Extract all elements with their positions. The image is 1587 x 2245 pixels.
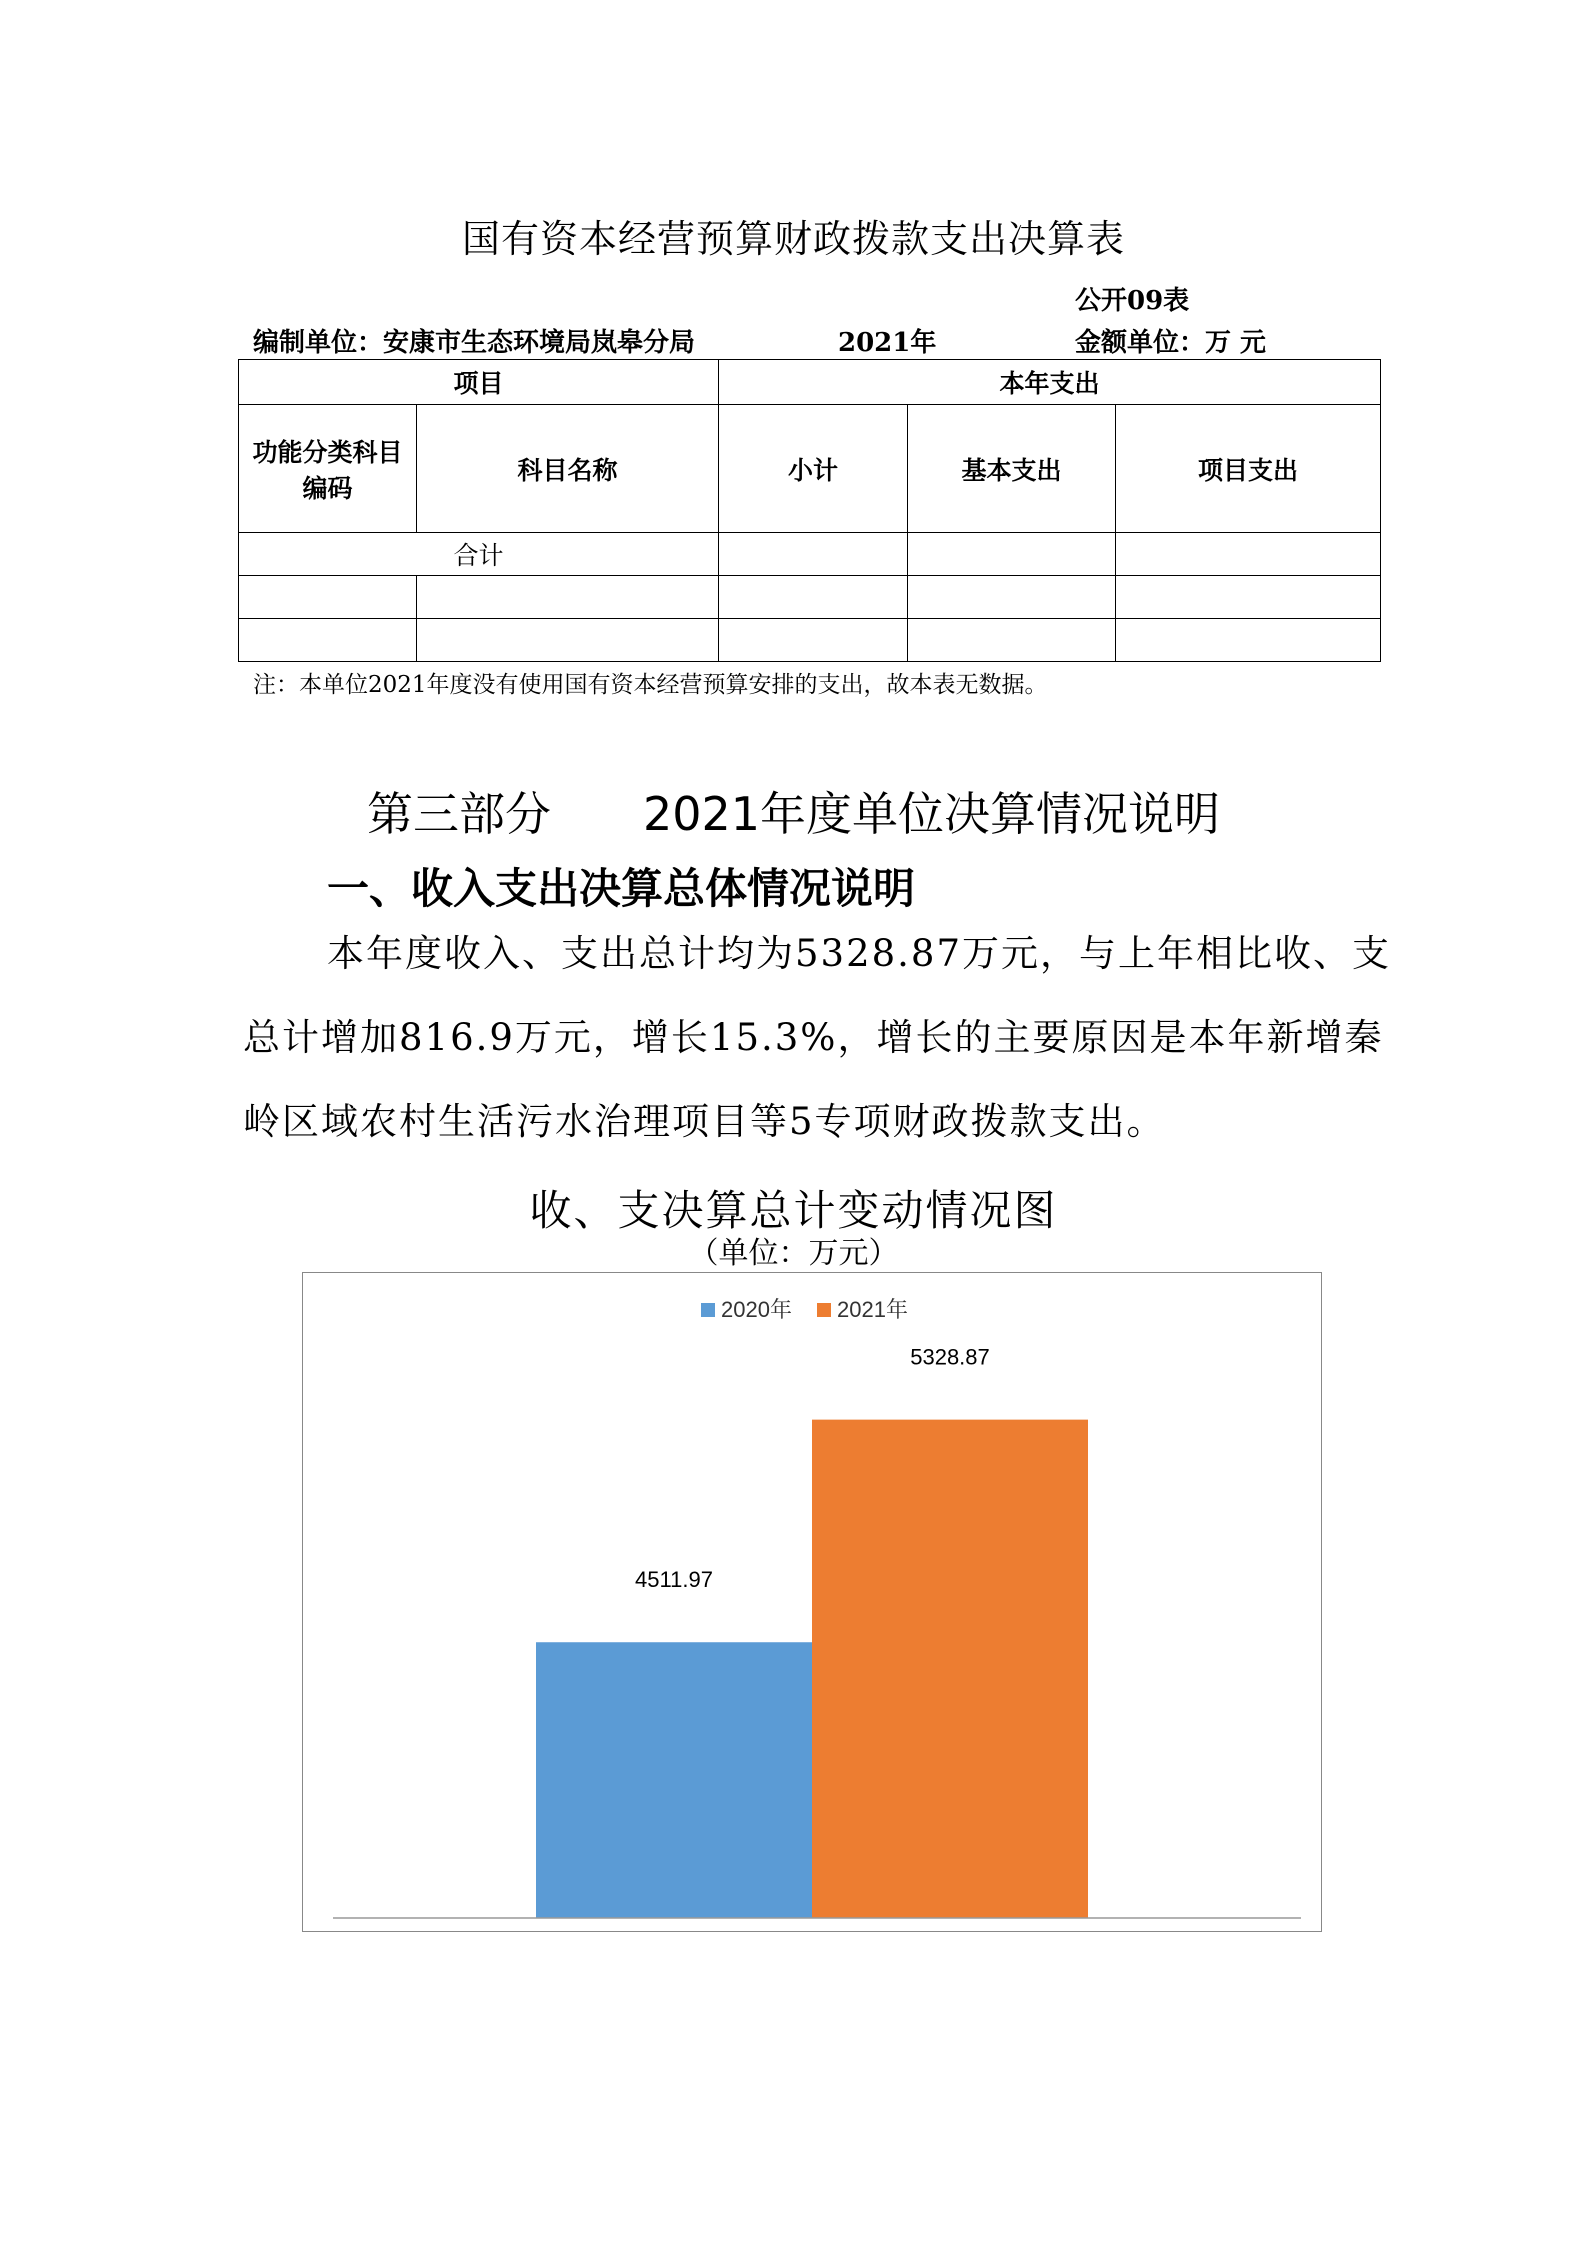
col-basic: 基本支出	[908, 405, 1116, 533]
table-cell	[417, 576, 719, 619]
expenditure-table	[238, 359, 1381, 662]
data-label: 4511.97	[635, 1567, 713, 1593]
table-cell	[719, 576, 908, 619]
legend-swatch	[701, 1303, 715, 1317]
table-cell	[417, 619, 719, 662]
legend-label: 2021年	[837, 1297, 908, 1322]
chart-unit: （单位：万元）	[688, 1236, 899, 1271]
chart-bars	[536, 1345, 1088, 1918]
bar-2020年	[536, 1642, 812, 1918]
table-cell	[908, 619, 1116, 662]
chart-title: 收、支决算总计变动情况图	[529, 1186, 1058, 1235]
legend-swatch	[817, 1303, 831, 1317]
section-title: 一、收入支出决算总体情况说明	[327, 864, 916, 913]
table-cell	[1116, 576, 1381, 619]
table-cell	[908, 576, 1116, 619]
bar-2021年	[812, 1420, 1088, 1918]
part-title: 第三部分 2021年度单位决算情况说明	[366, 787, 1221, 841]
table-row	[239, 533, 1381, 576]
chart-legend	[701, 1297, 908, 1322]
chart-frame	[302, 1272, 1322, 1932]
table-note: 注：本单位2021年度没有使用国有资本经营预算安排的支出，故本表无数据。	[253, 672, 1048, 698]
table-cell	[719, 619, 908, 662]
header-item: 项目	[239, 360, 719, 405]
table-cell	[719, 533, 908, 576]
body-paragraph: 本年度收入、支出总计均为5328.87万元，与上年相比收、支总计增加816.9万元，增长15.3%，增长的主要原因是本年新增秦岭区域农村生活污水治理项目等5专项财政拨款支出。	[243, 932, 1392, 1143]
col-project: 项目支出	[1116, 405, 1381, 533]
table-cell	[239, 619, 417, 662]
col-subtotal: 小计	[719, 405, 908, 533]
legend-label: 2020年	[721, 1297, 792, 1322]
table-cell	[1116, 533, 1381, 576]
report-year: 2021年	[838, 328, 937, 358]
table-cell	[1116, 619, 1381, 662]
row-total-label: 合计	[239, 533, 719, 576]
col-name: 科目名称	[417, 405, 719, 533]
table-cell	[908, 533, 1116, 576]
table-title: 国有资本经营预算财政拨款支出决算表	[461, 217, 1125, 261]
table-number: 公开09表	[1075, 286, 1190, 316]
money-unit: 金额单位：万 元	[1075, 328, 1267, 358]
col-code: 功能分类科目编码	[239, 405, 417, 533]
data-label: 5328.87	[910, 1344, 990, 1370]
bar-chart	[303, 1273, 1320, 1930]
compiling-unit: 编制单位：安康市生态环境局岚皋分局	[253, 328, 696, 358]
table-row	[239, 619, 1381, 662]
table-row	[239, 576, 1381, 619]
table-cell	[239, 576, 417, 619]
header-expense: 本年支出	[719, 360, 1381, 405]
